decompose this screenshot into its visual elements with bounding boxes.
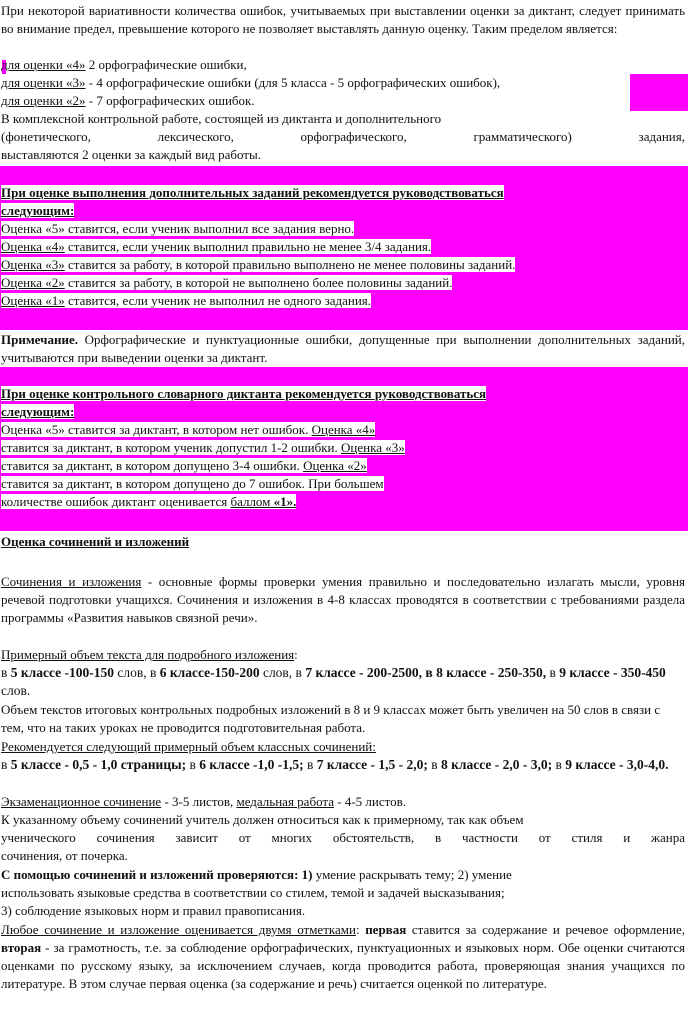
note-paragraph: [1, 331, 685, 367]
vocab-ball-label: баллом: [230, 494, 271, 509]
approx-paragraph: [1, 811, 685, 865]
vol-6: 6 классе-150-200: [159, 665, 260, 680]
intro-paragraph: При некоторой вариативности количества ошибок, учитываемых при выставлении оценки за диктант, следует принимать во внимание предел, превышение которого не позволяет выставлять данную оценку. Таким пределом является:: [1, 3, 685, 36]
essay-lead-text: - основные формы проверки умения правильно и последовательно излагать мысли, уровня речевой подготовки учащихся. Сочинения и изложения в 4-8 классах проводятся в соответствии с требованиями раздела программы «Развития навыков связной речи».: [1, 574, 685, 625]
exam-label: Экзаменационное сочинение: [1, 794, 162, 809]
extra-item-1-label: Оценка «1»: [1, 293, 65, 308]
grade3-label: для оценки «3»: [1, 75, 86, 90]
approx-line-1: К указанному объему сочинений учитель должен относиться как к примерному, так как объем: [1, 812, 524, 827]
vocab-grade4-label: Оценка «4»: [311, 422, 376, 437]
vocab-line-4-text: ставится за диктант, в котором допущено до 7 ошибок. При большем: [1, 476, 384, 491]
second-mark-word: вторая: [1, 940, 42, 955]
vocab-section: [1, 385, 685, 511]
two-marks-paragraph: [1, 921, 685, 993]
medal-text: - 4-5 листов.: [334, 794, 407, 809]
note-label: Примечание.: [1, 332, 78, 347]
first-mark-word: первая: [365, 922, 407, 937]
exam-line: [1, 793, 685, 811]
volume-colon: :: [294, 647, 298, 662]
vol-7-8-post: в: [546, 665, 560, 680]
cls-6-post: в: [303, 757, 317, 772]
vol-9: 9 классе - 350-450: [559, 665, 666, 680]
check-line-2: использовать языковые средства в соответствии со стилем, темой и задачей высказывания;: [1, 885, 505, 900]
grade-limits: [1, 56, 685, 164]
cls-8-post: в: [552, 757, 566, 772]
volume-label: Примерный объем текста для подробного изложения: [1, 647, 295, 662]
exam-text: - 3-5 листов,: [161, 794, 237, 809]
essay-lead-paragraph: [1, 573, 685, 627]
approx-line-3: сочинения, от почерка.: [1, 848, 128, 863]
vocab-grade3-label: Оценка «3»: [341, 440, 405, 455]
class-essay-heading: Рекомендуется следующий примерный объем классных сочинений:: [1, 739, 376, 754]
extra-item-2-text: ставится за работу, в которой не выполнено более половины заданий.: [64, 275, 453, 290]
grade2-text: - 7 орфографических ошибок.: [85, 93, 255, 108]
check-paragraph: [1, 866, 685, 920]
vocab-line-1-text: Оценка «5» ставится за диктант, в котором нет ошибок.: [1, 422, 312, 437]
cls-pre: в: [1, 757, 11, 772]
two-marks-text-2: - за грамотность, т.е. за соблюдение орфографических, пунктуационных и языковых норм. Обе оценки считаются оценками по русскому языку, за исключением случаев, когда проводится работа, проверяющая знания учащихся по литературе. В этом случае первая оценка (за содержание и речь) считается оценкой по литературе.: [1, 940, 685, 991]
cls-6: 6 классе -1,0 -1,5;: [199, 757, 304, 772]
cls-7-post: в: [427, 757, 441, 772]
vocab-line-3-text: ставится за диктант, в котором допущено 3-4 ошибки.: [1, 458, 304, 473]
class-essay-values: [1, 756, 685, 774]
note-text: Орфографические и пунктуационные ошибки, допущенные при выполнении дополнительных заданий, учитываются при выведении оценки за диктант.: [1, 332, 685, 365]
cls-5-post: в: [186, 757, 200, 772]
two-marks-text-1: ставится за содержание и речевое оформление,: [406, 922, 685, 937]
cls-5: 5 классе - 0,5 - 1,0 страницы;: [10, 757, 187, 772]
extra-item-4-label: Оценка «4»: [1, 239, 65, 254]
approx-line-2: ученического сочинения зависит от многих обстоятельств, в частности от стиля и жанра: [1, 830, 685, 845]
vol-5-post: слов, в: [113, 665, 160, 680]
extra-heading-line-1: При оценке выполнения дополнительных заданий рекомендуется руководствоваться: [1, 185, 504, 200]
extra-item-3-label: Оценка «3»: [1, 257, 65, 272]
essay-volume-values: [1, 664, 685, 700]
essay-title: Оценка сочинений и изложений: [1, 534, 190, 549]
vol-pre: в: [1, 665, 11, 680]
essay-volume-heading: [1, 646, 685, 664]
vocab-grade2-label: Оценка «2»: [303, 458, 367, 473]
vocab-line-5-text: количестве ошибок диктант оценивается: [1, 494, 231, 509]
cls-8: 8 классе - 2,0 - 3,0;: [441, 757, 553, 772]
essay-lead-label: Сочинения и изложения: [1, 574, 142, 589]
extra-heading-line-2: следующим:: [1, 203, 75, 218]
complex-line-2: (фонетического, лексического, орфографического, грамматического) задания,: [1, 129, 685, 144]
two-marks-colon: :: [355, 922, 366, 937]
complex-line-1: В комплексной контрольной работе, состоящей из диктанта и дополнительного: [1, 111, 442, 126]
check-line-3: 3) соблюдение языковых норм и правил правописания.: [1, 903, 306, 918]
grade4-text: 2 орфографические ошибки,: [85, 57, 247, 72]
grade4-label: для оценки «4»: [1, 57, 86, 72]
extra-item-4-text: ставится, если ученик выполнил правильно не менее 3/4 задания.: [64, 239, 432, 254]
cls-7: 7 классе - 1,5 - 2,0;: [316, 757, 428, 772]
vocab-heading-line-2: следующим:: [1, 404, 75, 419]
vol-6-post: слов, в: [259, 665, 306, 680]
check-bold: С помощью сочинений и изложений проверяются: 1): [1, 867, 313, 882]
medal-label: медальная работа: [236, 794, 335, 809]
vocab-ball-value: «1».: [270, 494, 297, 509]
cls-9: 9 классе - 3,0-4,0.: [565, 757, 669, 772]
complex-line-3: выставляются 2 оценки за каждый вид работы.: [1, 147, 261, 162]
vol-5: 5 классе -100-150: [10, 665, 114, 680]
vocab-line-2-text: ставится за диктант, в котором ученик допустил 1-2 ошибки.: [1, 440, 342, 455]
vocab-heading-line-1: При оценке контрольного словарного диктанта рекомендуется руководствоваться: [1, 386, 487, 401]
grade2-label: для оценки «2»: [1, 93, 86, 108]
vol-7-8: 7 классе - 200-2500, в 8 классе - 250-350,: [305, 665, 547, 680]
two-marks-label: Любое сочинение и изложение оценивается двумя отметками: [1, 922, 356, 937]
final-volume-paragraph: Объем текстов итоговых контрольных подробных изложений в 8 и 9 классах может быть увеличен на 50 слов в связи с тем, что на таких уроках не проводится подготовительная работа.: [1, 702, 661, 735]
vol-9-post: слов.: [1, 683, 31, 698]
grade3-text: - 4 орфографические ошибки (для 5 класса - 5 орфографических ошибок),: [85, 75, 501, 90]
extra-section: [1, 184, 685, 310]
extra-item-5: Оценка «5» ставится, если ученик выполнил все задания верно.: [1, 221, 355, 236]
extra-item-3-text: ставится за работу, в которой правильно выполнено не менее половины заданий.: [64, 257, 516, 272]
extra-item-2-label: Оценка «2»: [1, 275, 65, 290]
extra-item-1-text: ставится, если ученик не выполнил не одного задания.: [64, 293, 372, 308]
check-line-1: умение раскрывать тему; 2) умение: [312, 867, 512, 882]
